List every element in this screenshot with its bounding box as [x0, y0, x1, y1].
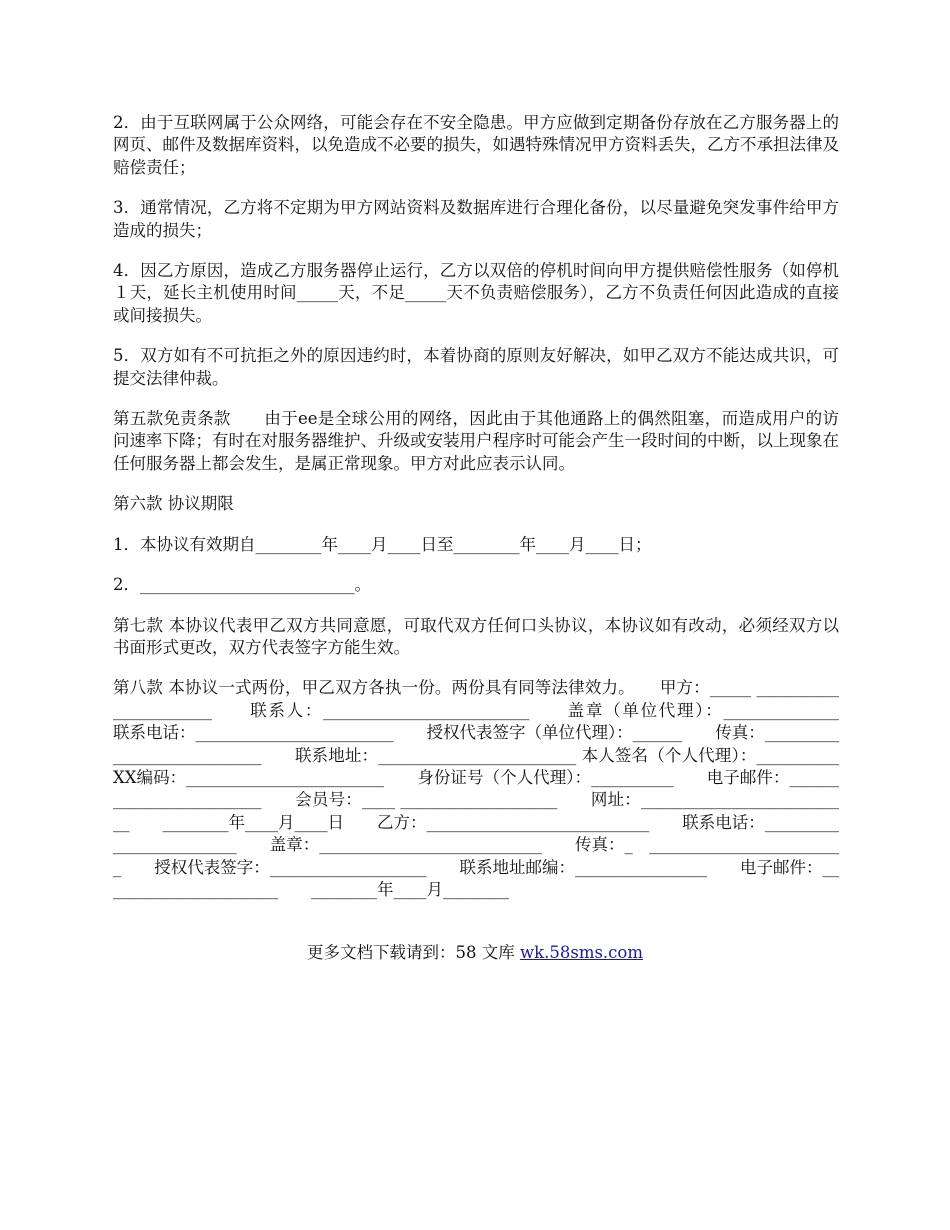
footer-text: 更多文档下载请到：58 文库 — [306, 943, 520, 962]
footer — [0, 942, 950, 964]
signature-block: 第八款 本协议一式两份，甲乙双方各执一份。两份具有同等法律效力。 甲方：_____ ______________________ 联系人：_________________________ 盖章（单位代理）：______________ 联系电话：________________________ 授权代表签字（单位代理）：______ 传真：___________________________ 联系地址：________________________ 本人签名（个人代理）：__________ XX编码：________________________ 身份证号（个人代理）：__________ 电子邮件：________________________ 会员号：____ ___________________ 网址：__________________________ ________年____月____日 乙方：___________________________ 联系电话：________________________ 盖章：___________________________ 传真：_ ________________________ 授权代表签字：___________________ 联系地址邮编：________________ 电子邮件：______________________ ________年____月________ — [113, 678, 872, 899]
clause-paragraph-2: 2．由于互联网属于公众网络，可能会存在不安全隐患。甲方应做到定期备份存放在乙方服务器上的网页、邮件及数据库资料，以免造成不必要的损失，如遇特殊情况甲方资料丢失，乙方不承担法律及赔偿责任； — [113, 113, 839, 177]
document-body — [113, 112, 872, 919]
clause-seven: 第七款 本协议代表甲乙双方共同意愿，可取代双方任何口头协议，本协议如有改动，必须经双方以书面形式更改，双方代表签字方能生效。 — [113, 615, 839, 657]
clause-paragraph-5: 5．双方如有不可抗拒之外的原因违约时，本着协商的原则友好解决，如甲乙双方不能达成共识，可提交法律仲裁。 — [113, 346, 839, 388]
term-heading: 第六款 协议期限 — [113, 494, 234, 514]
term-item-2: 2．__________________________。 — [113, 575, 371, 595]
term-item-1: 1．本协议有效期自________年____月____日至________年____月____日； — [113, 534, 652, 554]
disclaimer-clause: 第五款免责条款 由于ee是全球公用的网络，因此由于其他通路上的偶然阻塞，而造成用户的访问速率下降；有时在对服务器维护、升级或安装用户程序时可能会产生一段时间的中断，以上现象在任何服务器上都会发生，是属正常现象。甲方对此应表示认同。 — [113, 409, 839, 473]
footer-link[interactable]: wk.58sms.com — [519, 943, 643, 962]
clause-paragraph-3: 3．通常情况，乙方将不定期为甲方网站资料及数据库进行合理化备份，以尽量避免突发事件给甲方造成的损失； — [113, 198, 839, 240]
clause-paragraph-4: 4．因乙方原因，造成乙方服务器停止运行，乙方以双倍的停机时间向甲方提供赔偿性服务（如停机１天，延长主机使用时间_____天，不足_____天不负责赔偿服务），乙方不负责任何因此造成的直接或间接损失。 — [113, 261, 839, 325]
